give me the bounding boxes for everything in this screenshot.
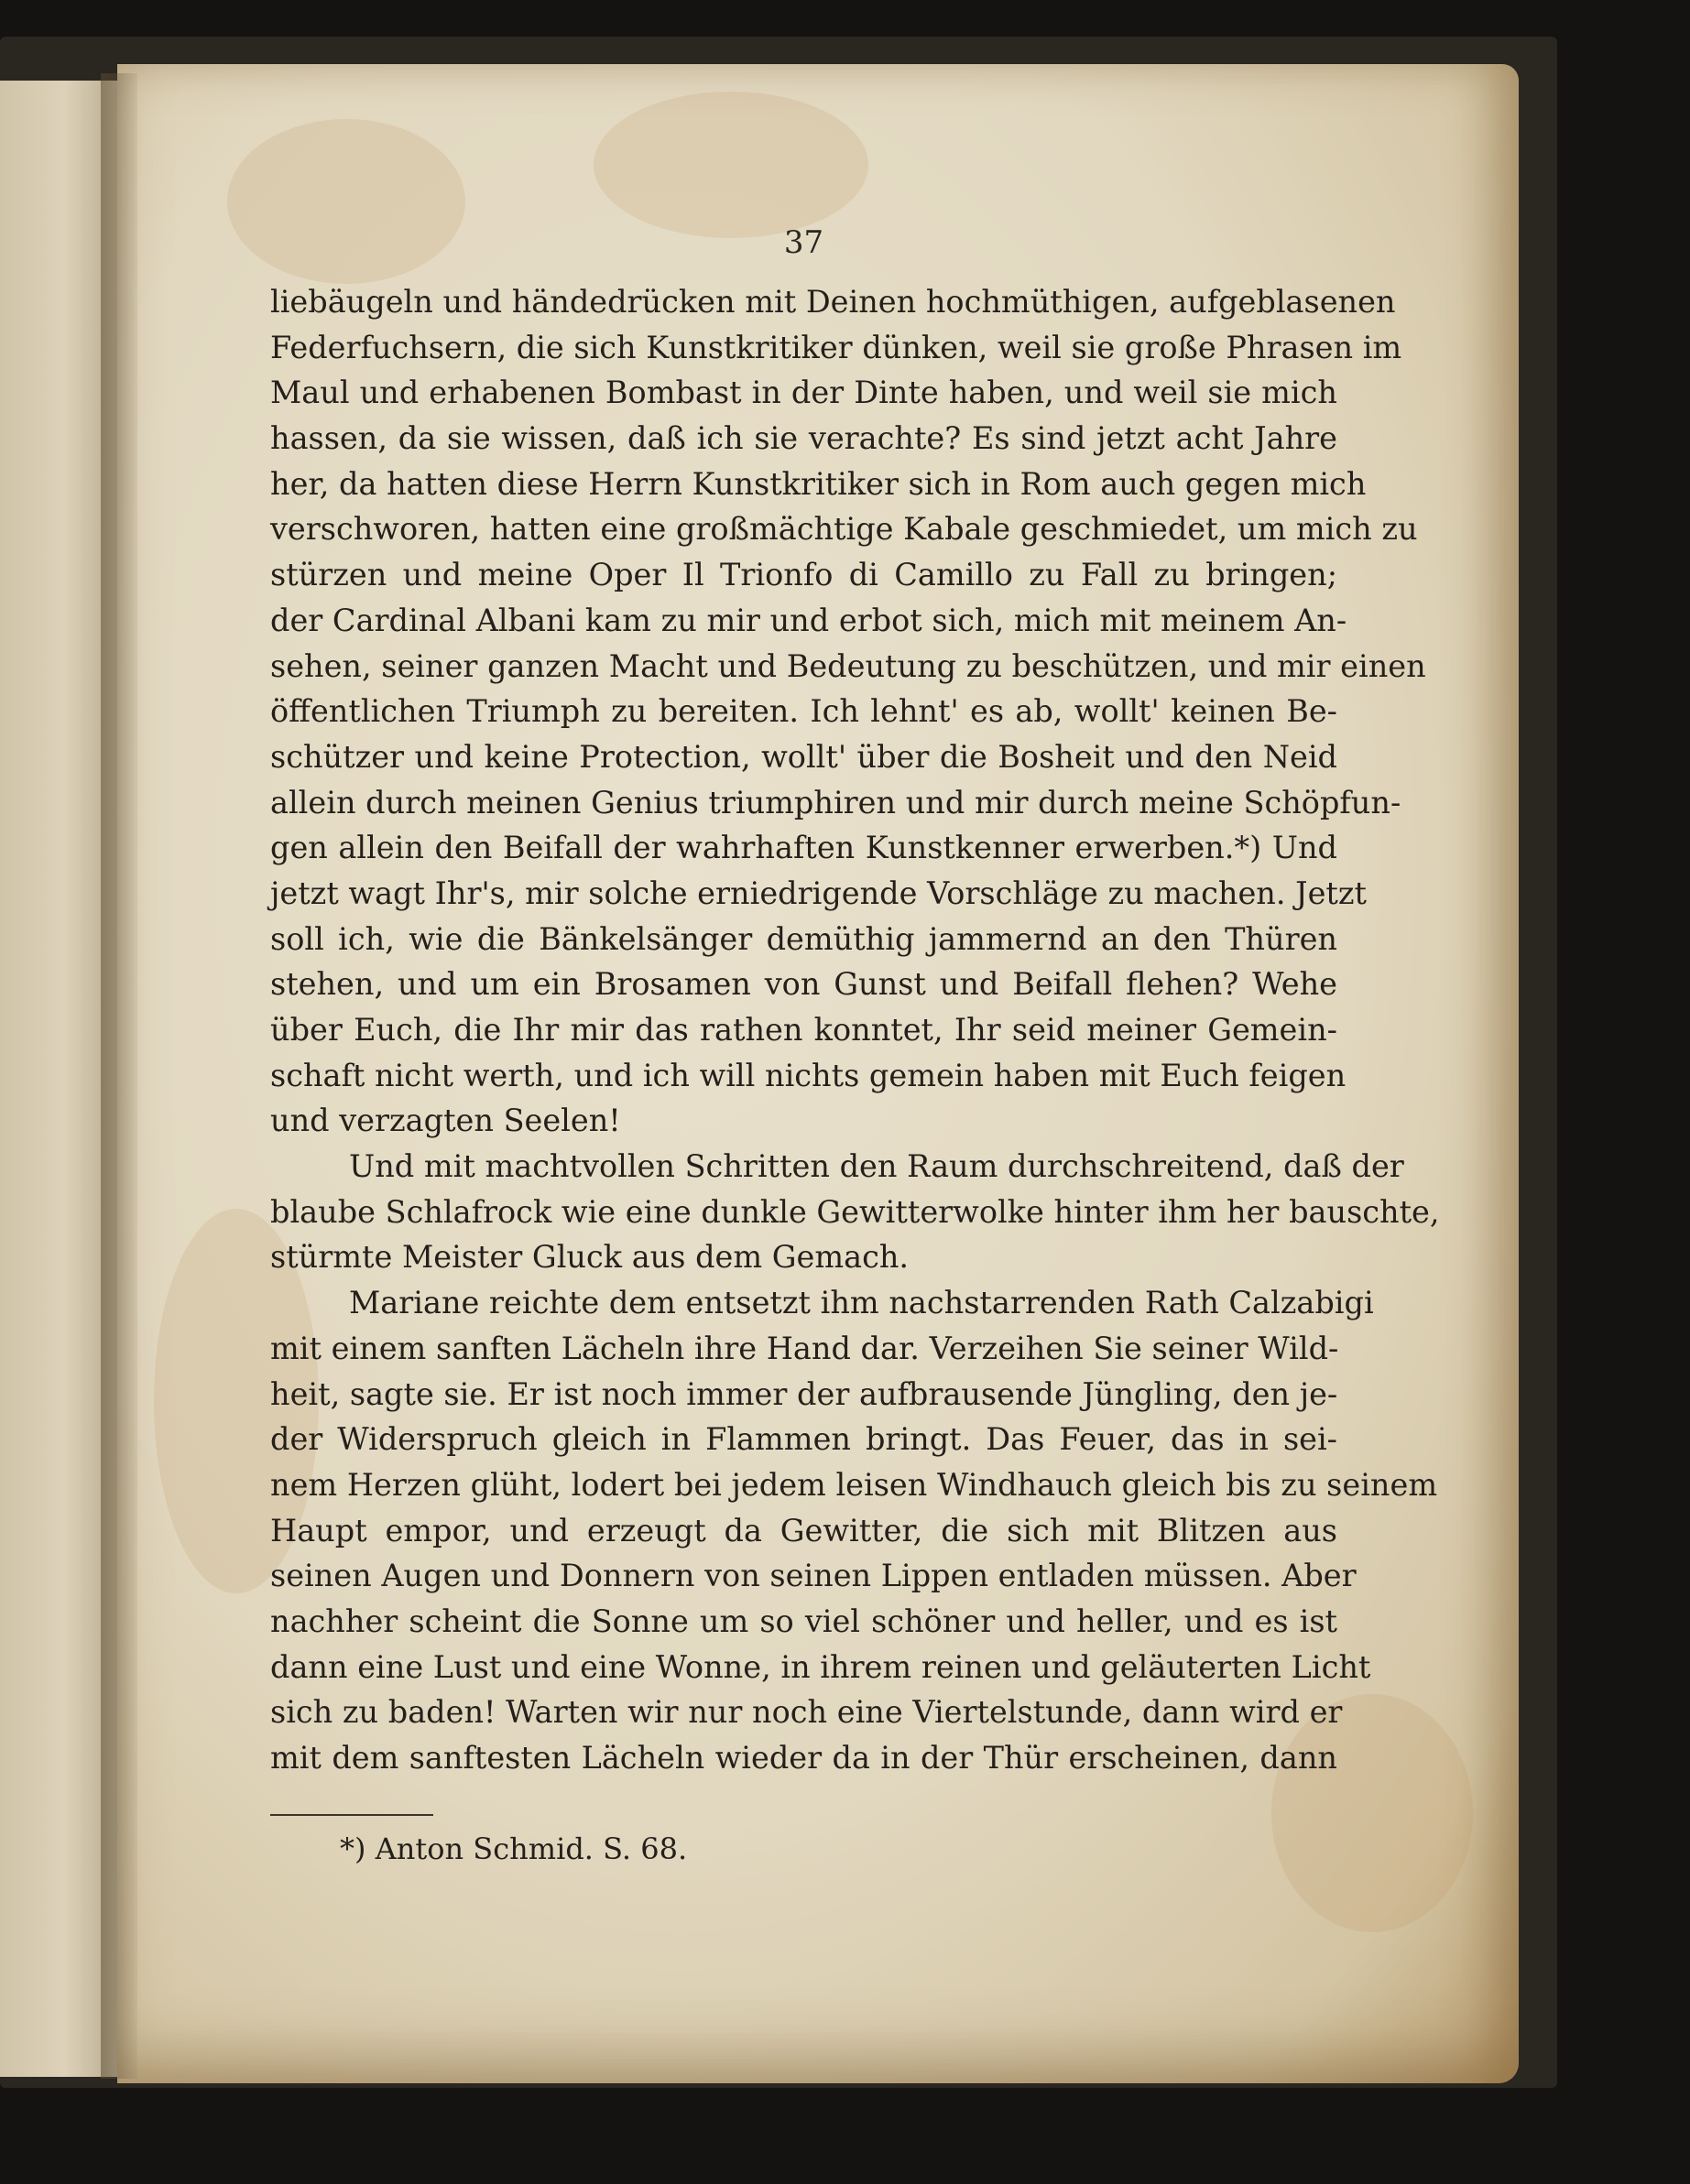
- text-line: jetzt wagt Ihr's, mir solche erniedrigende Vorschläge zu machen. Jetzt: [270, 875, 1367, 911]
- text-line: sehen, seiner ganzen Macht und Bedeutung zu beschützen, und mir einen: [270, 647, 1426, 684]
- left-page-edge: [0, 81, 117, 2077]
- text-line: heit, sagte sie. Er ist noch immer der aufbrausende Jüngling, den je-: [270, 1375, 1338, 1412]
- book-gutter: [101, 73, 137, 2079]
- page-number: 37: [783, 224, 824, 261]
- text-line: Haupt empor, und erzeugt da Gewitter, die sich mit Blitzen aus: [270, 1512, 1337, 1548]
- text-line: und verzagten Seelen!: [270, 1103, 621, 1139]
- paragraph-start-line: Mariane reichte dem entsetzt ihm nachstarrenden Rath Calzabigi: [349, 1285, 1374, 1321]
- text-line: Maul und erhabenen Bombast in der Dinte haben, und weil sie mich: [270, 375, 1337, 411]
- text-line: nem Herzen glüht, lodert bei jedem leisen Windhauch gleich bis zu seinem: [270, 1466, 1438, 1503]
- text-line: schaft nicht werth, und ich will nichts gemein haben mit Euch feigen: [270, 1057, 1347, 1093]
- text-line: gen allein den Beifall der wahrhaften Kunstkenner erwerben.*) Und: [270, 830, 1337, 866]
- text-line: hassen, da sie wissen, daß ich sie verachte? Es sind jetzt acht Jahre: [270, 420, 1337, 457]
- text-line: öffentlichen Triumph zu bereiten. Ich lehnt' es ab, wollt' keinen Be-: [270, 693, 1337, 730]
- text-line: stürmte Meister Gluck aus dem Gemach.: [270, 1239, 910, 1276]
- footnote: *) Anton Schmid. S. 68.: [340, 1831, 688, 1866]
- text-line: der Cardinal Albani kam zu mir und erbot sich, mich mit meinem An-: [270, 602, 1347, 638]
- text-line: seinen Augen und Donnern von seinen Lippen entladen müssen. Aber: [270, 1558, 1357, 1594]
- text-line: stehen, und um ein Brosamen von Gunst und Beifall flehen? Wehe: [270, 966, 1337, 1003]
- text-line: der Widerspruch gleich in Flammen bringt. Das Feuer, das in sei-: [270, 1421, 1337, 1458]
- text-line: nachher scheint die Sonne um so viel schöner und heller, und es ist: [270, 1603, 1337, 1639]
- text-line: liebäugeln und händedrücken mit Deinen hochmüthigen, aufgeblasenen: [270, 284, 1396, 320]
- text-line: her, da hatten diese Herrn Kunstkritiker sich in Rom auch gegen mich: [270, 465, 1367, 502]
- text-line: mit einem sanften Lächeln ihre Hand dar. Verzeihen Sie seiner Wild-: [270, 1330, 1339, 1366]
- text-line: dann eine Lust und eine Wonne, in ihrem reinen und geläuterten Licht: [270, 1648, 1371, 1685]
- text-line: schützer und keine Protection, wollt' über die Bosheit und den Neid: [270, 738, 1337, 775]
- text-line: sich zu baden! Warten wir nur noch eine Viertelstunde, dann wird er: [270, 1694, 1343, 1731]
- text-line: blaube Schlafrock wie eine dunkle Gewitterwolke hinter ihm her bauschte,: [270, 1193, 1440, 1230]
- text-line: soll ich, wie die Bänkelsänger demüthig jammernd an den Thüren: [270, 920, 1337, 957]
- text-line: verschworen, hatten eine großmächtige Kabale geschmiedet, um mich zu: [270, 511, 1418, 548]
- text-line: stürzen und meine Oper Il Trionfo di Camillo zu Fall zu bringen;: [270, 557, 1337, 593]
- text-line: allein durch meinen Genius triumphiren und mir durch meine Schöpfun-: [270, 784, 1401, 820]
- paper-stain: [594, 92, 868, 238]
- footnote-divider: [270, 1814, 433, 1816]
- paragraph-start-line: Und mit machtvollen Schritten den Raum durchschreitend, daß der: [349, 1148, 1404, 1185]
- text-line: über Euch, die Ihr mir das rathen konntet, Ihr seid meiner Gemein-: [270, 1012, 1337, 1048]
- text-line: mit dem sanftesten Lächeln wieder da in der Thür erscheinen, dann: [270, 1740, 1337, 1776]
- text-line: Federfuchsern, die sich Kunstkritiker dünken, weil sie große Phrasen im: [270, 329, 1402, 365]
- page-text-block: [270, 224, 1440, 1869]
